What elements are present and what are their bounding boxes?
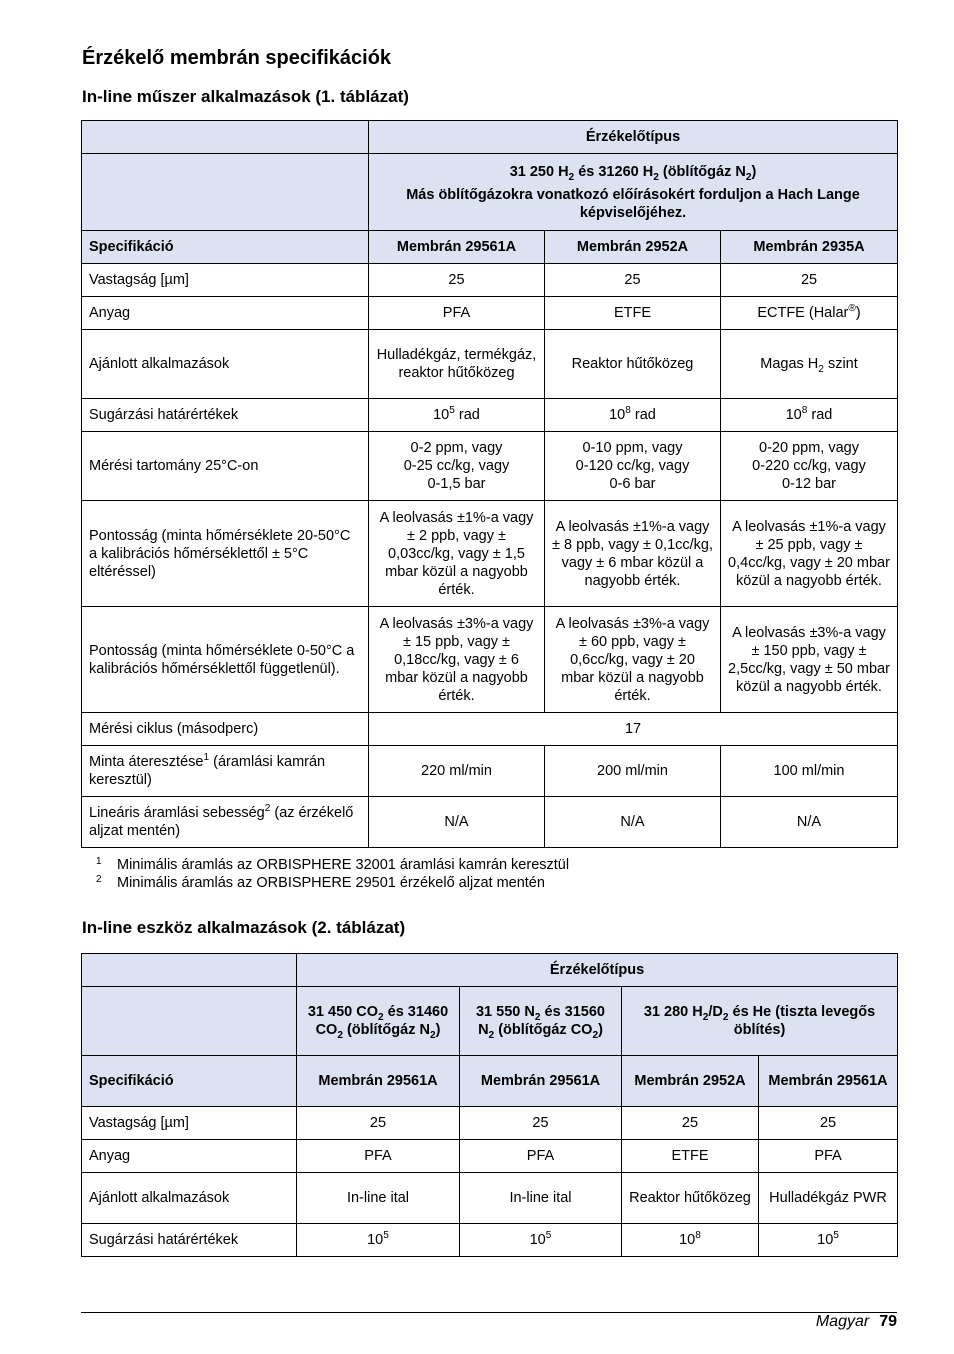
table-cell: PFA xyxy=(297,1140,460,1173)
table-row xyxy=(82,797,898,848)
table-cell: Hulladékgáz, termékgáz, reaktor hűtőközeg xyxy=(369,330,545,399)
row-label: Ajánlott alkalmazások xyxy=(82,1173,297,1224)
footnote: 1 Minimális áramlás az ORBISPHERE 32001 áramlási kamrán keresztül xyxy=(96,856,570,873)
corner-cell xyxy=(82,987,297,1056)
corner-cell xyxy=(82,121,369,154)
table-row xyxy=(82,501,898,607)
table-cell: A leolvasás ±3%-a vagy ± 150 ppb, vagy ± 2,5cc/kg, vagy ± 50 mbar közül a nagyobb érték. xyxy=(721,607,898,713)
table-row xyxy=(82,297,898,330)
footer-language: Magyar xyxy=(815,1313,870,1330)
table-cell: 25 xyxy=(721,264,898,297)
row-label: Anyag xyxy=(82,297,369,330)
table-row xyxy=(82,607,898,713)
table-cell: PFA xyxy=(369,297,545,330)
table-cell: 17 xyxy=(369,713,898,746)
sensor-type-header: Érzékelőtípus xyxy=(297,954,898,987)
sensor-type-header: Érzékelőtípus xyxy=(369,121,898,154)
table-cell: 25 xyxy=(759,1107,898,1140)
row-label: Lineáris áramlási sebesség$^2$ (az érzékelő aljzat mentén) xyxy=(82,797,369,848)
table-cell: 100 ml/min xyxy=(721,746,898,797)
table2-heading: In-line eszköz alkalmazások (2. táblázat) xyxy=(82,918,406,937)
membrane-column-header: Membrán 2952A xyxy=(545,231,721,264)
table-cell: $10^5$ xyxy=(460,1224,622,1257)
table1 xyxy=(81,120,898,848)
table-row xyxy=(82,330,898,399)
table-row xyxy=(82,1140,898,1173)
table-cell: 25 xyxy=(545,264,721,297)
page-title: Érzékelő membrán specifikációk xyxy=(82,47,392,69)
table-cell: 200 ml/min xyxy=(545,746,721,797)
table-cell: 0-10 ppm, vagy 0-120 cc/kg, vagy 0-6 bar xyxy=(545,432,721,501)
table-cell: ETFE xyxy=(622,1140,759,1173)
table-row xyxy=(82,713,898,746)
table-cell: A leolvasás ±1%-a vagy ± 2 ppb, vagy ± 0,03cc/kg, vagy ± 1,5 mbar közül a nagyobb érték. xyxy=(369,501,545,607)
membrane-column-header: Membrán 2952A xyxy=(622,1056,759,1107)
table-cell: 25 xyxy=(297,1107,460,1140)
sensor-model-line1: 31 250 $H_2$ és 31260 $H_2$ (öblítőgáz $N_2$) xyxy=(509,163,757,183)
table-cell: $10^5$ xyxy=(759,1224,898,1257)
footnote: 2 Minimális áramlás az ORBISPHERE 29501 érzékelő aljzat mentén xyxy=(96,874,545,891)
table-cell: A leolvasás ±3%-a vagy ± 60 ppb, vagy ± 0,6cc/kg, vagy ± 20 mbar közül a nagyobb érték. xyxy=(545,607,721,713)
row-label: Sugárzási határértékek xyxy=(82,1224,297,1257)
table-cell: 25 xyxy=(460,1107,622,1140)
table-cell: 0-2 ppm, vagy 0-25 cc/kg, vagy 0-1,5 bar xyxy=(369,432,545,501)
table-row xyxy=(82,1173,898,1224)
table-cell: Magas $H_2$ szint xyxy=(721,330,898,399)
spec-column-header: Specifikáció xyxy=(82,231,369,264)
corner-cell xyxy=(82,154,369,231)
table-cell: N/A xyxy=(369,797,545,848)
row-label: Minta áteresztése$^1$ (áramlási kamrán keresztül) xyxy=(82,746,369,797)
table-cell: 0-20 ppm, vagy 0-220 cc/kg, vagy 0-12 bar xyxy=(721,432,898,501)
sensor-model-header: 31 280 $H_2/D_2$ és He (tiszta levegős öblítés) xyxy=(622,987,898,1056)
membrane-column-header: Membrán 29561A xyxy=(460,1056,622,1107)
table-row xyxy=(82,1107,898,1140)
sensor-model-header xyxy=(369,154,898,231)
table-cell: N/A xyxy=(721,797,898,848)
table-cell: A leolvasás ±3%-a vagy ± 15 ppb, vagy ± 0,18cc/kg, vagy ± 6 mbar közül a nagyobb érték. xyxy=(369,607,545,713)
table-row xyxy=(82,264,898,297)
row-label: Mérési tartomány 25°C-on xyxy=(82,432,369,501)
footnotes xyxy=(96,856,569,892)
corner-cell xyxy=(82,954,297,987)
table-cell: ETFE xyxy=(545,297,721,330)
table-row xyxy=(82,746,898,797)
table-cell: In-line ital xyxy=(297,1173,460,1224)
row-label: Mérési ciklus (másodperc) xyxy=(82,713,369,746)
table-cell: $10^5$ rad xyxy=(369,399,545,432)
table-cell: PFA xyxy=(759,1140,898,1173)
table-cell: $10^8$ xyxy=(622,1224,759,1257)
table-cell: PFA xyxy=(460,1140,622,1173)
membrane-column-header: Membrán 29561A xyxy=(297,1056,460,1107)
sensor-model-header: 31 450 $CO_2$ és 31460 $CO_2$ (öblítőgáz $N_2$) xyxy=(297,987,460,1056)
table-cell: $10^8$ rad xyxy=(721,399,898,432)
table2 xyxy=(81,953,898,1257)
table-cell: Reaktor hűtőközeg xyxy=(622,1173,759,1224)
table-cell: A leolvasás ±1%-a vagy ± 25 ppb, vagy ± 0,4cc/kg, vagy ± 20 mbar közül a nagyobb érték. xyxy=(721,501,898,607)
table-cell: Hulladékgáz PWR xyxy=(759,1173,898,1224)
spec-column-header: Specifikáció xyxy=(82,1056,297,1107)
membrane-column-header: Membrán 29561A xyxy=(369,231,545,264)
row-label: Pontosság (minta hőmérséklete 0-50°C a kalibrációs hőmérséklettől függetlenül). xyxy=(82,607,369,713)
sensor-model-header: 31 550 $N_2$ és 31560 $N_2$ (öblítőgáz $CO_2$) xyxy=(460,987,622,1056)
table-cell: 220 ml/min xyxy=(369,746,545,797)
table1-heading: In-line műszer alkalmazások (1. táblázat) xyxy=(82,87,409,106)
row-label: Sugárzási határértékek xyxy=(82,399,369,432)
sensor-model-note: Más öblítőgázokra vonatkozó előírásokért forduljon a Hach Lange képviselőjéhez. xyxy=(406,186,860,221)
row-label: Anyag xyxy=(82,1140,297,1173)
row-label: Ajánlott alkalmazások xyxy=(82,330,369,399)
table-cell: 25 xyxy=(622,1107,759,1140)
table-row xyxy=(82,1224,898,1257)
row-label: Vastagság [µm] xyxy=(82,1107,297,1140)
table-cell: $10^8$ rad xyxy=(545,399,721,432)
table-cell: N/A xyxy=(545,797,721,848)
page-number: 79 xyxy=(879,1313,897,1330)
table-cell: ECTFE (Halar®) xyxy=(721,297,898,330)
table-row xyxy=(82,432,898,501)
table-row xyxy=(82,399,898,432)
footer-divider xyxy=(81,1312,897,1313)
table-cell: A leolvasás ±1%-a vagy ± 8 ppb, vagy ± 0,1cc/kg, vagy ± 6 mbar közül a nagyobb érték. xyxy=(545,501,721,607)
table-cell: Reaktor hűtőközeg xyxy=(545,330,721,399)
table-cell: $10^5$ xyxy=(297,1224,460,1257)
row-label: Vastagság [µm] xyxy=(82,264,369,297)
membrane-column-header: Membrán 2935A xyxy=(721,231,898,264)
membrane-column-header: Membrán 29561A xyxy=(759,1056,898,1107)
page-footer xyxy=(816,1312,897,1332)
row-label: Pontosság (minta hőmérséklete 20-50°C a kalibrációs hőmérséklettől ± 5°C eltéréssel) xyxy=(82,501,369,607)
table-cell: In-line ital xyxy=(460,1173,622,1224)
table-cell: 25 xyxy=(369,264,545,297)
